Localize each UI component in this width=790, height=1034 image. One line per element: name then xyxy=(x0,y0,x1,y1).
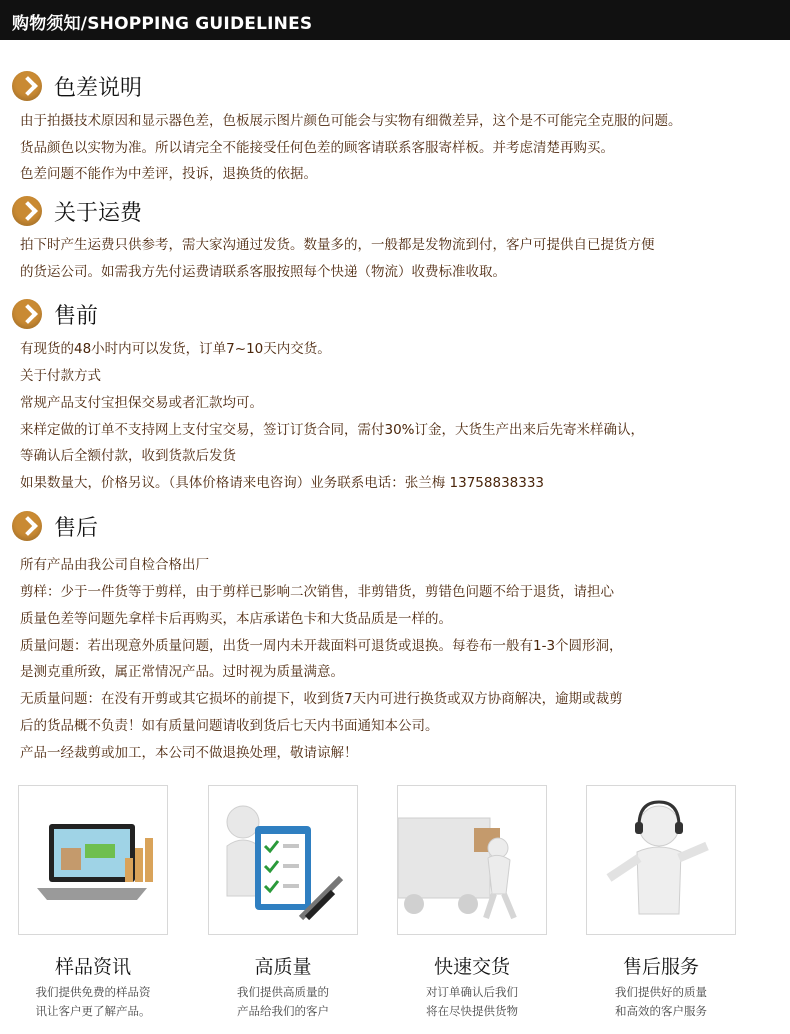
service-card-fast-delivery xyxy=(397,785,547,935)
text-line: 所有产品由我公司自检合格出厂 xyxy=(20,557,209,573)
laptop-icon xyxy=(19,786,167,934)
service-title: 售后服务 xyxy=(622,956,699,978)
text-line: 色差问题不能作为中差评，投诉，退换货的依据。 xyxy=(20,166,317,182)
page-title: 购物须知/SHOPPING GUIDELINES xyxy=(12,14,313,34)
text-line: 剪样：少于一件货等于剪样，由于剪样已影响二次销售，非剪错货，剪错色问题不给于退货，请担心 xyxy=(20,584,614,600)
service-desc: 讯让客户更了解产品。 xyxy=(35,1004,151,1018)
service-title: 样品资讯 xyxy=(54,956,131,978)
section-heading: 售后 xyxy=(54,515,99,541)
service-card-sample-info xyxy=(18,785,168,935)
text-line: 有现货的48小时内可以发货，订单7~10天内交货。 xyxy=(20,341,331,357)
chevron-right-icon xyxy=(12,299,42,329)
service-card-high-quality xyxy=(208,785,358,935)
text-line: 由于拍摄技术原因和显示器色差，色板展示图片颜色可能会与实物有细微差异，这个是不可能完全克服的问题。 xyxy=(20,113,682,129)
text-line: 如果数量大，价格另议。（具体价格请来电咨询）业务联系电话：张兰梅 13758838333 xyxy=(20,475,545,491)
text-line: 等确认后全额付款，收到货款后发货 xyxy=(20,448,236,464)
text-line: 质量问题：若出现意外质量问题，出货一周内未开裁面料可退货或退换。每卷布一般有1-3个圆形洞， xyxy=(20,638,623,654)
text-line: 来样定做的订单不支持网上支付宝交易，签订订货合同，需付30%订金，大货生产出来后先寄米样确认， xyxy=(20,422,645,438)
section-title-shipping xyxy=(12,194,142,228)
headset-icon xyxy=(587,786,735,934)
checklist-icon xyxy=(209,786,357,934)
text-line: 常规产品支付宝担保交易或者汇款均可。 xyxy=(20,395,263,411)
header-bar xyxy=(0,0,790,40)
text-line: 关于付款方式 xyxy=(20,368,101,384)
service-card-after-sale xyxy=(586,785,736,935)
service-desc: 我们提供高质量的 xyxy=(237,985,329,999)
section-title-after-sale xyxy=(12,509,98,543)
service-desc: 将在尽快提供货物 xyxy=(426,1004,518,1018)
truck-icon xyxy=(398,786,546,934)
text-line: 的货运公司。如需我方先付运费请联系客服按照每个快递（物流）收费标准收取。 xyxy=(20,264,506,280)
service-desc: 和高效的客户服务 xyxy=(615,1004,707,1018)
text-line: 后的货品概不负责！如有质量问题请收到货后七天内书面通知本公司。 xyxy=(20,718,439,734)
text-line: 质量色差等问题先拿样卡后再购买，本店承诺色卡和大货品质是一样的。 xyxy=(20,611,452,627)
chevron-right-icon xyxy=(12,71,42,101)
service-desc: 我们提供免费的样品资 xyxy=(35,985,151,999)
section-title-color-difference xyxy=(12,69,142,103)
service-title: 快速交货 xyxy=(433,956,510,978)
service-title: 高质量 xyxy=(254,956,312,978)
text-line: 拍下时产生运费只供参考，需大家沟通过发货。数量多的，一般都是发物流到付，客户可提供自已提货方便 xyxy=(20,237,655,253)
text-line: 产品一经裁剪或加工，本公司不做退换处理，敬请谅解！ xyxy=(20,745,358,761)
text-line: 货品颜色以实物为准。所以请完全不能接受任何色差的顾客请联系客服寄样板。并考虑清楚再购买。 xyxy=(20,140,614,156)
section-title-pre-sale xyxy=(12,297,98,331)
text-line: 是测克重所致，属正常情况产品。过时视为质量满意。 xyxy=(20,664,344,680)
service-desc: 对订单确认后我们 xyxy=(426,985,518,999)
service-desc: 我们提供好的质量 xyxy=(615,985,707,999)
service-desc: 产品给我们的客户 xyxy=(237,1004,329,1018)
section-heading: 关于运费 xyxy=(54,200,143,226)
text-line: 无质量问题：在没有开剪或其它损坏的前提下，收到货7天内可进行换货或双方协商解决，逾期或裁剪 xyxy=(20,691,623,707)
chevron-right-icon xyxy=(12,511,42,541)
section-heading: 售前 xyxy=(54,303,99,329)
chevron-right-icon xyxy=(12,196,42,226)
section-heading: 色差说明 xyxy=(54,75,143,101)
